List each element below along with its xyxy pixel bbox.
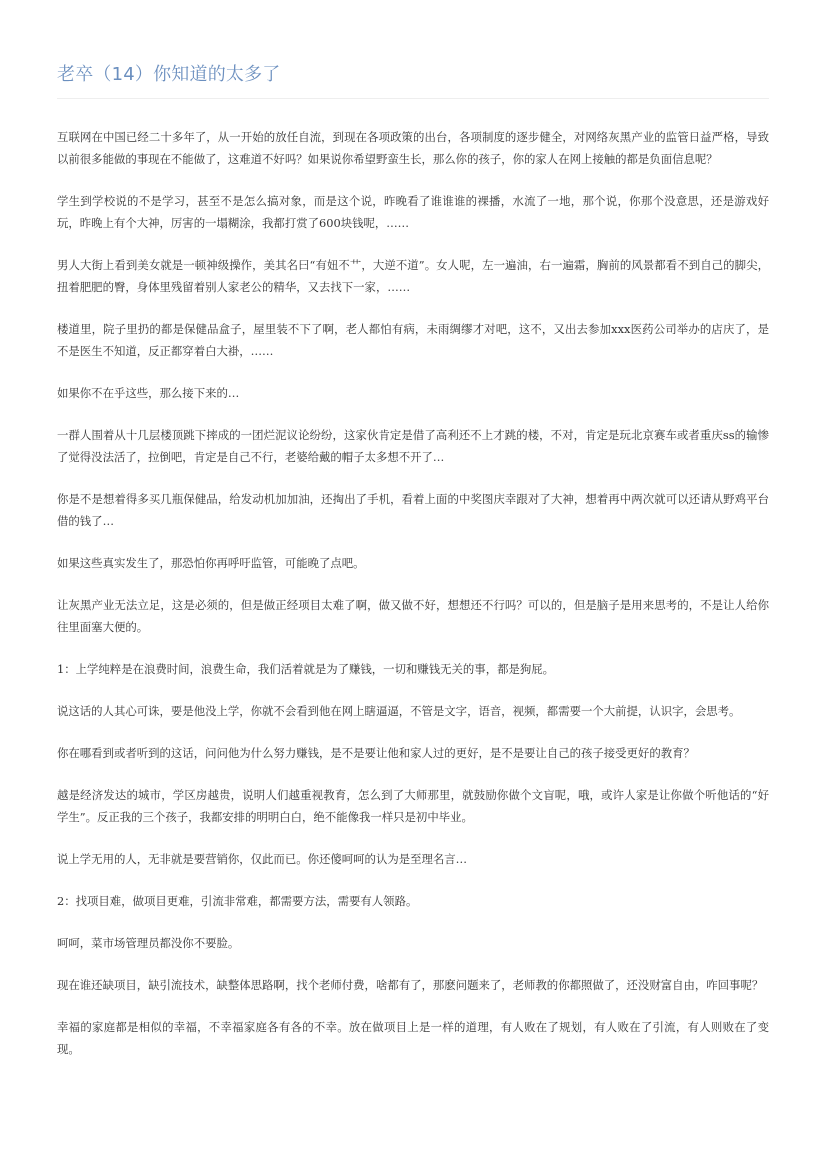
paragraph-4: 楼道里，院子里扔的都是保健品盒子，屋里装不下了啊，老人都怕有病，未雨绸缪才对吧，这不，又出去参加xxx医药公司举办的店庆了，是不是医生不知道，反正都穿着白大褂，……	[57, 322, 769, 358]
article-title: 老卒（14）你知道的太多了	[57, 64, 281, 85]
paragraph-11: 说这话的人其心可诛，要是他没上学，你就不会看到他在网上瞎逼逼，不管是文字，语音，视频，都需要一个大前提，认识字，会思考。	[57, 704, 741, 718]
paragraph-17: 现在谁还缺项目，缺引流技术，缺整体思路啊，找个老师付费，啥都有了，那麽问题来了，老师教的你都照做了，还没财富自由，咋回事呢？	[57, 978, 764, 992]
title-divider	[57, 98, 769, 99]
paragraph-10: 1：上学纯粹是在浪费时间，浪费生命，我们活着就是为了赚钱，一切和赚钱无关的事，都是狗屁。	[57, 662, 555, 676]
paragraph-3: 男人大街上看到美女就是一顿神级操作，美其名曰“有妞不艹，大逆不道”。女人呢，左一遍油，右一遍霜，胸前的风景都看不到自己的脚尖，扭着肥肥的臀，身体里残留着别人家老公的精华，又去找下一家，……	[57, 258, 769, 294]
paragraph-8: 如果这些真实发生了，那恐怕你再呼吁监管，可能晚了点吧。	[57, 556, 365, 570]
paragraph-7: 你是不是想着得多买几瓶保健品，给发动机加加油，还掏出了手机，看着上面的中奖图庆幸跟对了大神，想着再中两次就可以还请从野鸡平台借的钱了…	[57, 492, 769, 528]
paragraph-1: 互联网在中国已经二十多年了，从一开始的放任自流，到现在各项政策的出台，各项制度的逐步健全，对网络灰黑产业的监管日益严格，导致以前很多能做的事现在不能做了，这难道不好吗？如果说你希望野蛮生长，那么你的孩子，你的家人在网上接触的都是负面信息呢？	[57, 130, 769, 166]
paragraph-15: 2：找项目难，做项目更难，引流非常难，都需要方法，需要有人领路。	[57, 894, 418, 908]
paragraph-14: 说上学无用的人，无非就是要营销你，仅此而已。你还傻呵呵的认为是至理名言…	[57, 852, 468, 866]
paragraph-2: 学生到学校说的不是学习，甚至不是怎么搞对象，而是这个说，昨晚看了谁谁谁的裸播，水流了一地，那个说，你那个没意思，还是游戏好玩，昨晚上有个大神，厉害的一塌糊涂，我都打赏了600块钱呢，……	[57, 194, 769, 230]
article-body	[57, 126, 769, 1060]
paragraph-12: 你在哪看到或者听到的这话，问问他为什么努力赚钱，是不是要让他和家人过的更好，是不是要让自己的孩子接受更好的教育？	[57, 746, 695, 760]
paragraph-13: 越是经济发达的城市，学区房越贵，说明人们越重视教育，怎么到了大师那里，就鼓励你做个文盲呢，哦，或许人家是让你做个听他话的“好学生”。反正我的三个孩子，我都安排的明明白白，绝不能像我一样只是初中毕业。	[57, 788, 769, 824]
paragraph-9: 让灰黑产业无法立足，这是必须的，但是做正经项目太难了啊，做又做不好，想想还不行吗？可以的，但是脑子是用来思考的，不是让人给你往里面塞大便的。	[57, 598, 769, 634]
paragraph-6: 一群人围着从十几层楼顶跳下摔成的一团烂泥议论纷纷，这家伙肯定是借了高利还不上才跳的楼，不对，肯定是玩北京赛车或者重庆ss的输惨了觉得没法活了，拉倒吧，肯定是自己不行，老婆给戴的帽子太多想不开了…	[57, 428, 769, 464]
paragraph-16: 呵呵，菜市场管理员都没你不要脸。	[57, 936, 240, 950]
paragraph-18: 幸福的家庭都是相似的幸福，不幸福家庭各有各的不幸。放在做项目上是一样的道理，有人败在了规划，有人败在了引流，有人则败在了变现。	[57, 1020, 769, 1056]
paragraph-5: 如果你不在乎这些，那么接下来的…	[57, 386, 240, 400]
